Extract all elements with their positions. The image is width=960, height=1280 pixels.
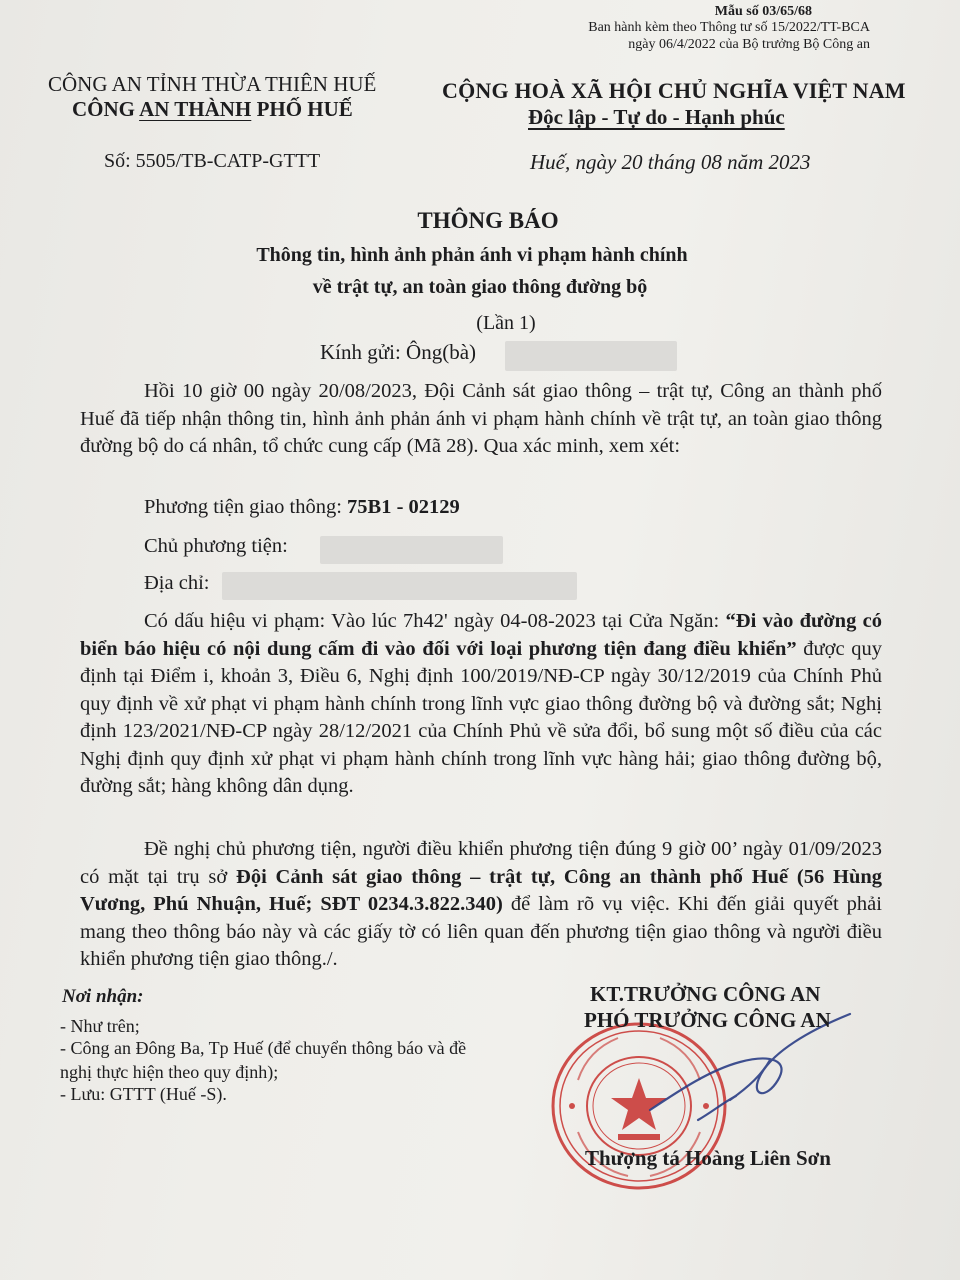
owner-field: Chủ phương tiện: (144, 535, 288, 557)
national-title: CỘNG HOÀ XÃ HỘI CHỦ NGHĨA VIỆT NAM (442, 78, 906, 103)
vehicle-plate: 75B1 - 02129 (347, 496, 460, 518)
recipient-item: - Công an Đông Ba, Tp Huế (để chuyển thông báo và đề nghị thực hiện theo quy định); (60, 1038, 467, 1082)
form-code: Mẫu số 03/65/68 (714, 4, 812, 19)
signer-role-1: KT.TRƯỞNG CÔNG AN (590, 982, 821, 1006)
signer-role-2: PHÓ TRƯỞNG CÔNG AN (584, 1008, 831, 1032)
addressee-label: Kính gửi: Ông(bà) (320, 340, 477, 364)
document-subtitle-2: về trật tự, an toàn giao thông đường bộ (312, 276, 648, 298)
paragraph-request: Đề nghị chủ phương tiện, người điều khiển phương tiện đúng 9 giờ 00’ ngày 01/09/2023 có mặt tại trụ sở Đội Cảnh sát giao thông – trật tự, Công an thành phố Huế (56 Hùng Vương, Phú Nhuận, Huế; SĐT 0234.3.822.340) để làm rõ vụ việc. Khi đến giải quyết phải mang theo thông báo này và các giấy tờ có liên quan đến phương tiện giao thông và người điều khiển phương tiện giao thông./. (80, 838, 883, 970)
recipient-item: - Lưu: GTTT (Huế -S). (60, 1084, 227, 1104)
recipients-title: Nơi nhận: (62, 986, 144, 1007)
redacted-owner (320, 536, 503, 564)
redacted-addressee (505, 341, 677, 371)
signer-name: Thượng tá Hoàng Liên Sơn (585, 1146, 831, 1170)
redacted-address (222, 572, 577, 600)
document-subtitle-1: Thông tin, hình ảnh phản ánh vi phạm hành chính (256, 244, 688, 266)
issuing-org-parent: CÔNG AN TỈNH THỪA THIÊN HUẾ (48, 72, 377, 96)
document-number: Số: 5505/TB-CATP-GTTT (104, 150, 321, 172)
notice-count: (Lần 1) (476, 312, 536, 334)
vehicle-field: Phương tiện giao thông: 75B1 - 02129 (144, 496, 460, 518)
paragraph-intro: Hồi 10 giờ 00 ngày 20/08/2023, Đội Cảnh sát giao thông – trật tự, Công an thành phố Huế đã tiếp nhận thông tin, hình ảnh phản ánh vi phạm hành chính về trật tự, an toàn giao thông đường bộ do cá nhân, tổ chức cung cấp (Mã 28). Qua xác minh, xem xét: (80, 380, 882, 457)
document-date: Huế, ngày 20 tháng 08 năm 2023 (530, 150, 811, 174)
form-reference-line2: ngày 06/4/2022 của Bộ trưởng Bộ Công an (628, 37, 870, 52)
form-reference-line1: Ban hành kèm theo Thông tư số 15/2022/TT-BCA (588, 20, 870, 35)
address-field: Địa chỉ: (144, 572, 210, 594)
issuing-org-name: CÔNG AN THÀNH PHỐ HUẾ (72, 97, 353, 121)
recipient-item: - Như trên; (60, 1016, 140, 1036)
document-title: THÔNG BÁO (417, 208, 559, 233)
national-motto: Độc lập - Tự do - Hạnh phúc (528, 105, 785, 129)
paragraph-violation: Có dấu hiệu vi phạm: Vào lúc 7h42' ngày 04-08-2023 tại Cửa Ngăn: “Đi vào đường có biển báo hiệu có nội dung cấm đi vào đối với loại phương tiện đang điều khiển” được quy định tại Điểm i, khoản 3, Điều 6, Nghị định 100/2019/NĐ-CP ngày 30/12/2019 của Chính Phủ quy định về xử phạt vi phạm hành chính trong lĩnh vực giao thông đường bộ và đường sắt; Nghị định 123/2021/NĐ-CP ngày 28/12/2021 của Chính Phủ về sửa đổi, bổ sung một số điều của các Nghị định quy định xử phạt vi phạm hành chính trong lĩnh vực hàng hải; giao thông đường bộ, đường sắt; hàng không dân dụng. (80, 610, 882, 797)
